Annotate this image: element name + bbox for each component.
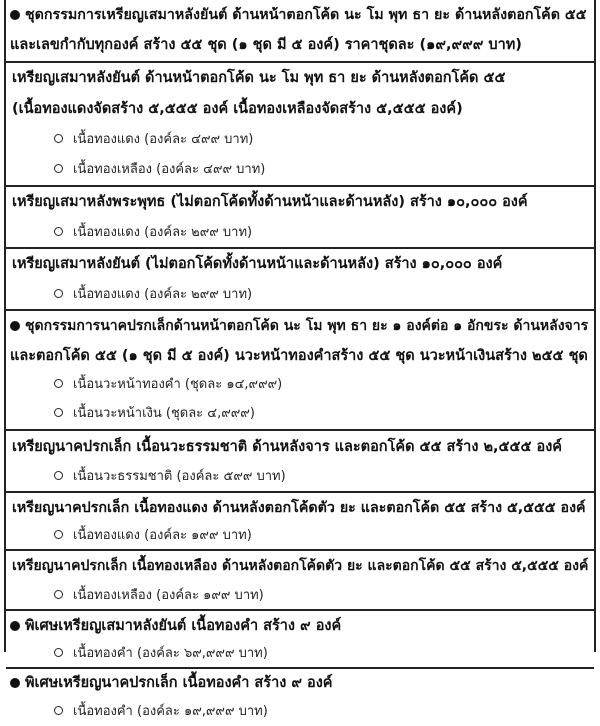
item-block xyxy=(6,611,594,669)
price-option xyxy=(6,154,594,185)
price-option xyxy=(6,125,594,154)
item-block xyxy=(6,493,594,551)
price-option xyxy=(6,280,594,309)
item-block xyxy=(6,249,594,311)
heading-text: และตอกโค้ด ๕๕ (๑ ชุด มี ๕ องค์) นวะหน้าทองคำสร้าง ๕๕ ชุด นวะหน้าเงินสร้าง ๒๕๕ ชุด xyxy=(10,348,588,364)
item-block xyxy=(6,431,594,493)
item-block xyxy=(6,669,594,726)
price-option xyxy=(6,371,594,399)
heading-text: ชุดกรรมการเหรียญเสมาหลังยันต์ ด้านหน้าตอกโค้ด นะ โม พุท ธา ยะ ด้านหลังตอกโค้ด ๕๕ xyxy=(25,7,587,23)
price-option-text: เนื้อนวะธรรมชาติ (องค์ละ ๕๙๙ บาท) xyxy=(73,469,286,484)
hollow-circle-icon xyxy=(54,289,63,298)
item-heading xyxy=(6,611,594,641)
price-option xyxy=(6,523,594,549)
price-option-text: เนื้อทองแดง (องค์ละ ๔๙๙ บาท) xyxy=(73,132,254,147)
item-heading xyxy=(6,551,594,582)
item-heading xyxy=(6,249,594,280)
item-block xyxy=(6,311,594,431)
item-block xyxy=(6,63,594,187)
item-block xyxy=(6,0,594,63)
hollow-circle-icon xyxy=(54,530,63,539)
item-heading xyxy=(6,669,594,698)
heading-text: เหรียญนาคปรกเล็ก เนื้อทองเหลือง ด้านหลังตอกโค้ดตัว ยะ และตอกโค้ด ๕๕ สร้าง ๕,๕๕๕ องค์ xyxy=(12,558,589,574)
hollow-circle-icon xyxy=(54,471,63,480)
hollow-circle-icon xyxy=(54,408,63,417)
heading-text: เหรียญนาคปรกเล็ก เนื้อทองแดง ด้านหลังตอกโค้ดตัว ยะ และตอกโค้ด ๕๕ สร้าง ๕,๕๕๕ องค์ xyxy=(12,500,586,516)
bullet-icon xyxy=(10,678,20,688)
bullet-icon xyxy=(10,321,20,331)
item-heading xyxy=(6,431,594,463)
hollow-circle-icon xyxy=(54,134,63,143)
hollow-circle-icon xyxy=(54,164,63,173)
heading-text: เหรียญเสมาหลังยันต์ ด้านหน้าตอกโค้ด นะ โม พุท ธา ยะ ด้านหลังตอกโค้ด ๕๕ xyxy=(12,70,506,86)
price-option-text: เนื้อนวะหน้าเงิน (ชุดละ ๔,๙๙๙) xyxy=(73,406,255,421)
price-option-text: เนื้อทองเหลือง (องค์ละ ๔๙๙ บาท) xyxy=(73,162,266,177)
heading-text: พิเศษเหรียญเสมาหลังยันต์ เนื้อทองคำ สร้าง ๙ องค์ xyxy=(25,618,342,634)
price-option xyxy=(6,698,594,726)
item-heading xyxy=(6,311,594,341)
price-list-sheet xyxy=(4,0,596,719)
item-heading xyxy=(6,493,594,523)
hollow-circle-icon xyxy=(54,590,63,599)
heading-text: เหรียญเสมาหลังพระพุทธ (ไม่ตอกโค้ดทั้งด้านหน้าและด้านหลัง) สร้าง ๑๐,๐๐๐ องค์ xyxy=(12,194,528,210)
item-heading xyxy=(6,187,594,218)
item-heading xyxy=(6,94,594,125)
price-option-text: เนื้อทองแดง (องค์ละ ๒๙๙ บาท) xyxy=(73,287,253,302)
price-option-text: เนื้อนวะหน้าทองคำ (ชุดละ ๑๔,๙๙๙) xyxy=(73,377,283,392)
item-heading xyxy=(6,30,594,61)
heading-text: ชุดกรรมการนาคปรกเล็กด้านหน้าตอกโค้ด นะ โม พุท ธา ยะ ๑ องค์ต่อ ๑ อักขระ ด้านหลังจาร xyxy=(25,318,589,334)
hollow-circle-icon xyxy=(54,648,63,657)
heading-text: (เนื้อทองแดงจัดสร้าง ๕,๕๕๕ องค์ เนื้อทองเหลืองจัดสร้าง ๕,๕๕๕ องค์) xyxy=(12,101,463,117)
price-option-text: เนื้อทองแดง (องค์ละ ๒๙๙ บาท) xyxy=(73,225,253,240)
item-block xyxy=(6,551,594,611)
item-heading xyxy=(6,341,594,371)
heading-text: พิเศษเหรียญนาคปรกเล็ก เนื้อทองคำ สร้าง ๙ องค์ xyxy=(25,675,333,691)
price-option-text: เนื้อทองแดง (องค์ละ ๑๙๙ บาท) xyxy=(73,528,252,543)
price-option xyxy=(6,641,594,667)
bullet-icon xyxy=(10,621,20,631)
price-option xyxy=(6,399,594,429)
hollow-circle-icon xyxy=(54,227,63,236)
hollow-circle-icon xyxy=(54,379,63,388)
item-block xyxy=(6,187,594,249)
price-option-text: เนื้อทองเหลือง (องค์ละ ๑๙๙ บาท) xyxy=(73,588,264,603)
item-heading xyxy=(6,0,594,30)
price-option-text: เนื้อทองคำ (องค์ละ ๑๙,๙๙๙ บาท) xyxy=(73,704,268,719)
bullet-icon xyxy=(10,10,20,20)
price-option-text: เนื้อทองคำ (องค์ละ ๖๙,๙๙๙ บาท) xyxy=(73,646,268,661)
heading-text: เหรียญนาคปรกเล็ก เนื้อนวะธรรมชาติ ด้านหลังจาร และตอกโค้ด ๕๕ สร้าง ๒,๕๕๕ องค์ xyxy=(12,439,562,455)
heading-text: เหรียญเสมาหลังยันต์ (ไม่ตอกโค้ดทั้งด้านหน้าและด้านหลัง) สร้าง ๑๐,๐๐๐ องค์ xyxy=(12,256,503,272)
hollow-circle-icon xyxy=(54,706,63,715)
item-heading xyxy=(6,63,594,94)
heading-text: และเลขกำกับทุกองค์ สร้าง ๕๕ ชุด (๑ ชุด มี ๕ องค์) ราคาชุดละ (๑๙,๙๙๙ บาท) xyxy=(10,37,522,53)
price-option xyxy=(6,582,594,609)
price-option xyxy=(6,463,594,491)
price-option xyxy=(6,218,594,247)
